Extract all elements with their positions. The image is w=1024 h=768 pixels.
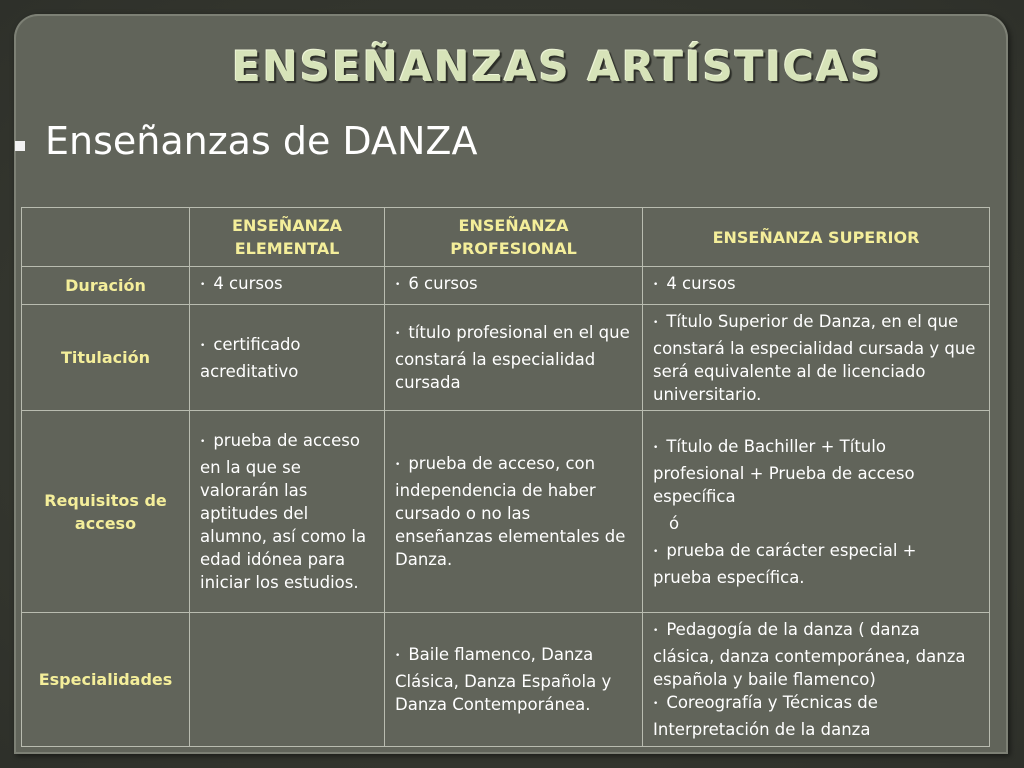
table-header-row <box>22 208 990 267</box>
cell-text: 6 cursos <box>408 274 478 293</box>
cell-text: título profesional en el que constará la especialidad cursada <box>395 323 630 392</box>
cell-text: Baile flamenco, Danza Clásica, Danza Española y Danza Contemporánea. <box>395 645 612 714</box>
danza-table <box>21 207 990 747</box>
header-elemental: ENSEÑANZA ELEMENTAL <box>190 208 385 267</box>
header-profesional: ENSEÑANZA PROFESIONAL <box>385 208 643 267</box>
requisitos-connector: ó <box>669 513 680 533</box>
cell-requisitos-profesional <box>385 411 643 613</box>
cell-text: Coreografía y Técnicas de Interpretación de la danza <box>653 693 878 739</box>
header-superior: ENSEÑANZA SUPERIOR <box>643 208 990 267</box>
cell-duracion-profesional <box>385 267 643 305</box>
especialidades-superior-item-1 <box>653 618 979 691</box>
cell-text: Título Superior de Danza, en el que constará la especialidad cursada y que será equivalente al de licenciado universitario. <box>653 311 976 404</box>
cell-especialidades-elemental <box>190 613 385 747</box>
bullet-dot-icon: • <box>395 460 401 470</box>
table-row-especialidades <box>22 613 990 747</box>
cell-text: Título de Bachiller + Título profesional + Prueba de acceso específica <box>653 436 915 506</box>
square-bullet-icon <box>15 141 25 151</box>
cell-especialidades-superior <box>643 613 990 747</box>
bullet-dot-icon: • <box>653 317 659 328</box>
row-label-requisitos: Requisitos de acceso <box>22 411 190 613</box>
cell-text: certificado acreditativo <box>200 334 301 381</box>
cell-titulacion-superior <box>643 305 990 411</box>
bullet-dot-icon: • <box>200 437 206 447</box>
table-row-titulacion <box>22 305 990 411</box>
bullet-dot-icon: • <box>395 329 401 339</box>
bullet-dot-icon: • <box>653 699 659 709</box>
table-row-requisitos <box>22 411 990 613</box>
bullet-dot-icon: • <box>653 280 659 290</box>
bullet-dot-icon: • <box>653 546 659 557</box>
cell-especialidades-profesional <box>385 613 643 747</box>
bullet-dot-icon: • <box>395 651 401 661</box>
row-label-titulacion: Titulación <box>22 305 190 411</box>
bullet-dot-icon: • <box>653 442 659 453</box>
cell-text: prueba de carácter especial + prueba específica. <box>653 540 917 587</box>
slide-title: ENSEÑANZAS ARTÍSTICAS <box>232 42 883 91</box>
table-corner-cell <box>22 208 190 267</box>
requisitos-superior-item-1 <box>653 435 979 508</box>
cell-text: 4 cursos <box>666 274 736 293</box>
bullet-dot-icon: • <box>200 280 206 290</box>
cell-duracion-superior <box>643 267 990 305</box>
table-row-duracion <box>22 267 990 305</box>
cell-requisitos-superior <box>643 411 990 613</box>
cell-text: 4 cursos <box>213 274 283 293</box>
slide-subtitle: Enseñanzas de DANZA <box>45 119 478 163</box>
cell-text: prueba de acceso en la que se valorarán las aptitudes del alumno, así como la edad idónea para iniciar los estudios. <box>200 431 367 592</box>
bullet-dot-icon: • <box>395 280 401 290</box>
requisitos-superior-item-2 <box>653 539 979 589</box>
cell-requisitos-elemental <box>190 411 385 613</box>
bullet-dot-icon: • <box>200 340 206 351</box>
cell-titulacion-elemental <box>190 305 385 411</box>
bullet-dot-icon: • <box>653 626 659 636</box>
row-label-duracion: Duración <box>22 267 190 305</box>
cell-titulacion-profesional <box>385 305 643 411</box>
cell-text: Pedagogía de la danza ( danza clásica, danza contemporánea, danza española y baile flamenco) <box>653 620 966 689</box>
row-label-especialidades: Especialidades <box>22 613 190 747</box>
especialidades-superior-item-2 <box>653 691 979 741</box>
cell-duracion-elemental <box>190 267 385 305</box>
cell-text: prueba de acceso, con independencia de haber cursado o no las enseñanzas elementales de Danza. <box>395 454 626 569</box>
